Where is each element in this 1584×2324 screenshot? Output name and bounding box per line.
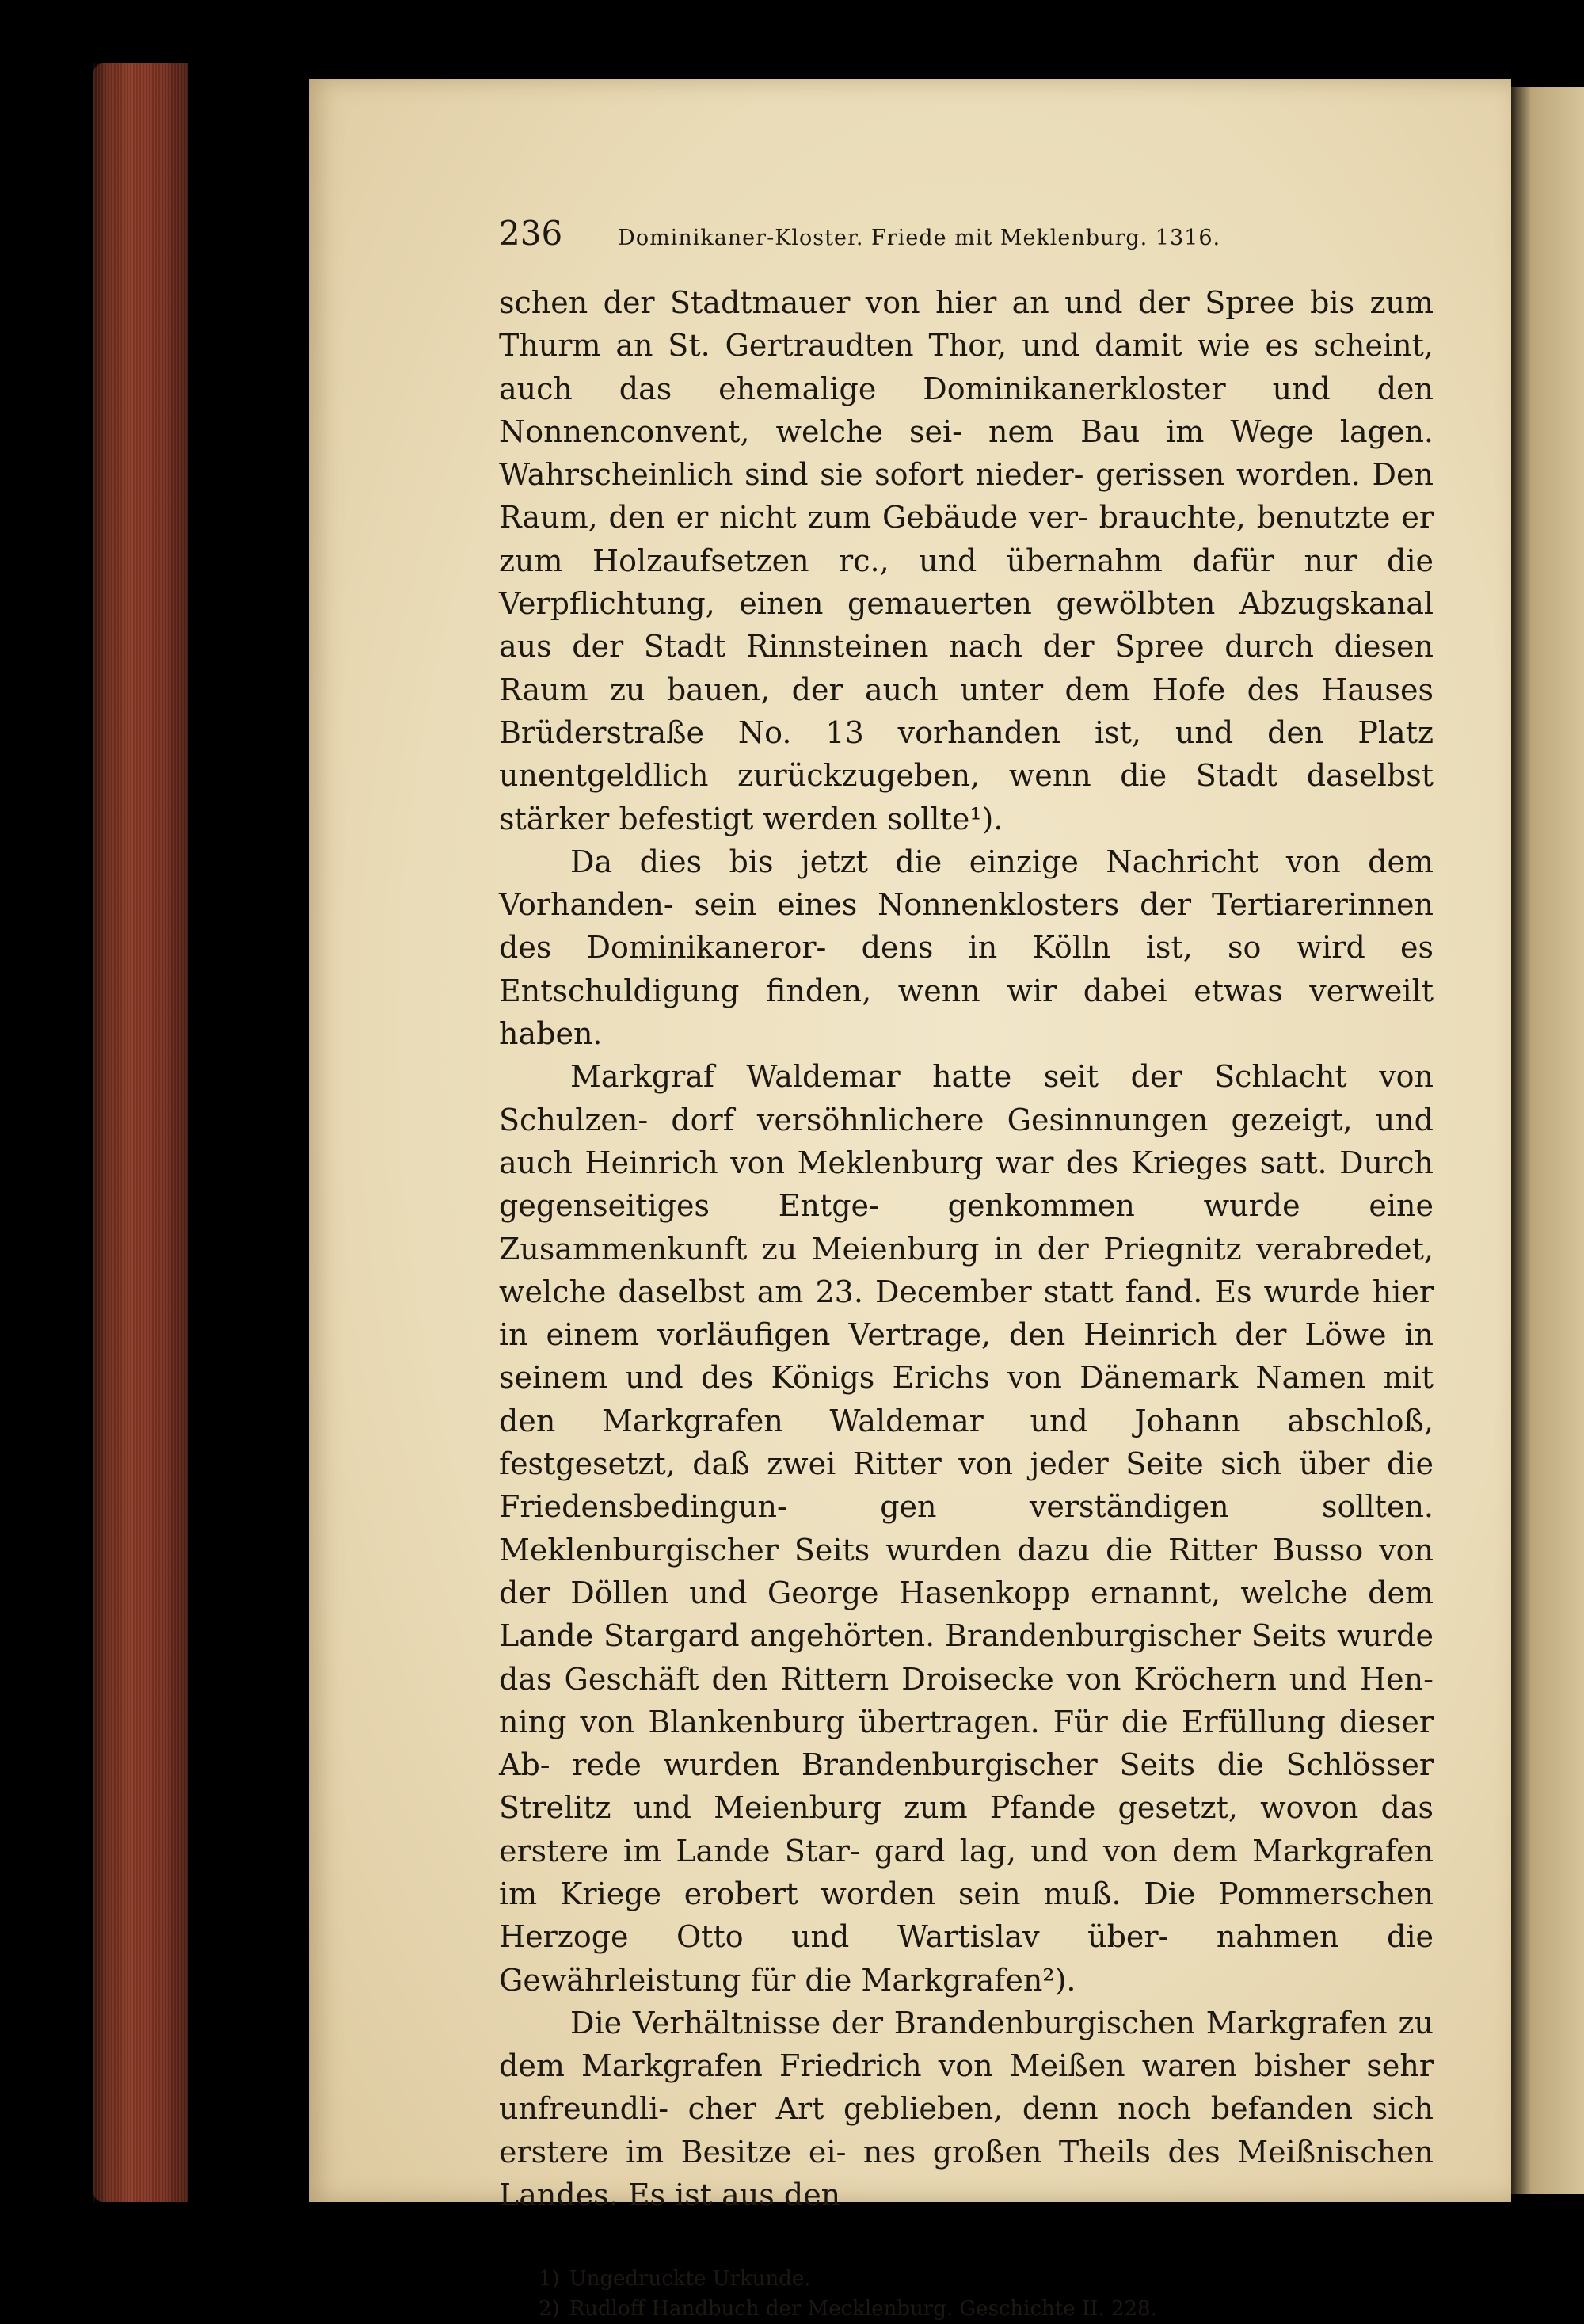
page-text bbox=[499, 214, 1434, 2324]
book-page-edges bbox=[93, 63, 188, 2202]
footnote-text: Rudloff Handbuch der Mecklenburg. Geschichte II. 228. bbox=[569, 2297, 1157, 2322]
paragraph-continuation: schen der Stadtmauer von hier an und der Spree bis zum Thurm an St. Gertraudten Thor, und damit wie es scheint, auch das ehemalige Dominikanerkloster und den Nonnenconvent, welche sei- nem Bau im Wege lagen. Wahrscheinlich sind sie sofort nieder- gerissen worden. Den Raum, den er nicht zum Gebäude ver- brauchte, benutzte er zum Holzaufsetzen rc., und übernahm dafür nur die Verpflichtung, einen gemauerten gewölbten Abzugskanal aus der Stadt Rinnsteinen nach der Spree durch diesen Raum zu bauen, der auch unter dem Hofe des Hauses Brüderstraße No. 13 vorhanden ist, und den Platz unentgeldlich zurückzugeben, wenn die Stadt daselbst stärker befestigt werden sollte¹). bbox=[499, 285, 1434, 836]
paragraph: Da dies bis jetzt die einzige Nachricht von dem Vorhanden- sein eines Nonnenklosters der Tertiarerinnen des Dominikaneror- dens in Kölln ist, so wird es Entschuldigung finden, wenn wir dabei etwas verweilt haben. bbox=[499, 844, 1434, 1052]
footnote-number: 2) bbox=[539, 2297, 560, 2322]
footnote-text: Ungedruckte Urkunde. bbox=[569, 2267, 811, 2292]
footnotes bbox=[499, 2264, 1434, 2324]
facing-page-edge bbox=[1509, 87, 1584, 2194]
footnote bbox=[539, 2264, 1434, 2294]
paragraph: Markgraf Waldemar hatte seit der Schlacht von Schulzen- dorf versöhnlichere Gesinnungen gezeigt, und auch Heinrich von Meklenburg war des Krieges satt. Durch gegenseitiges Entge- genkommen wurde eine Zusammenkunft zu Meienburg in der Priegnitz verabredet, welche daselbst am 23. December statt fand. Es wurde hier in einem vorläufigen Vertrage, den Heinrich der Löwe in seinem und des Königs Erichs von Dänemark Namen mit den Markgrafen Waldemar und Johann abschloß, festgesetzt, daß zwei Ritter von jeder Seite sich über die Friedensbedingun- gen verständigen sollten. Meklenburgischer Seits wurden dazu die Ritter Busso von der Döllen und George Hasenkopp ernannt, welche dem Lande Stargard angehörten. Brandenburgischer Seits wurde das Geschäft den Rittern Droisecke von Kröchern und Hen- ning von Blankenburg übertragen. Für die Erfüllung dieser Ab- rede wurden Brandenburgischer Seits die Schlösser Strelitz und Meienburg zum Pfande gesetzt, wovon das erstere im Lande Star- gard lag, und von dem Markgrafen im Kriege erobert worden sein muß. Die Pommerschen Herzoge Otto und Wartislav über- nahmen die Gewährleistung für die Markgrafen²). bbox=[499, 1059, 1434, 1998]
page-header bbox=[499, 214, 1434, 253]
footnote bbox=[539, 2294, 1434, 2324]
page-number: 236 bbox=[499, 214, 563, 253]
running-head: Dominikaner-Kloster. Friede mit Meklenburg. 1316. bbox=[618, 226, 1221, 250]
paragraph: Die Verhältnisse der Brandenburgischen Markgrafen zu dem Markgrafen Friedrich von Meißen waren bisher sehr unfreundli- cher Art geblieben, denn noch befanden sich erstere im Besitze ei- nes großen Theils des Meißnischen Landes. Es ist aus den bbox=[499, 2005, 1434, 2213]
footnote-number: 1) bbox=[539, 2267, 560, 2292]
